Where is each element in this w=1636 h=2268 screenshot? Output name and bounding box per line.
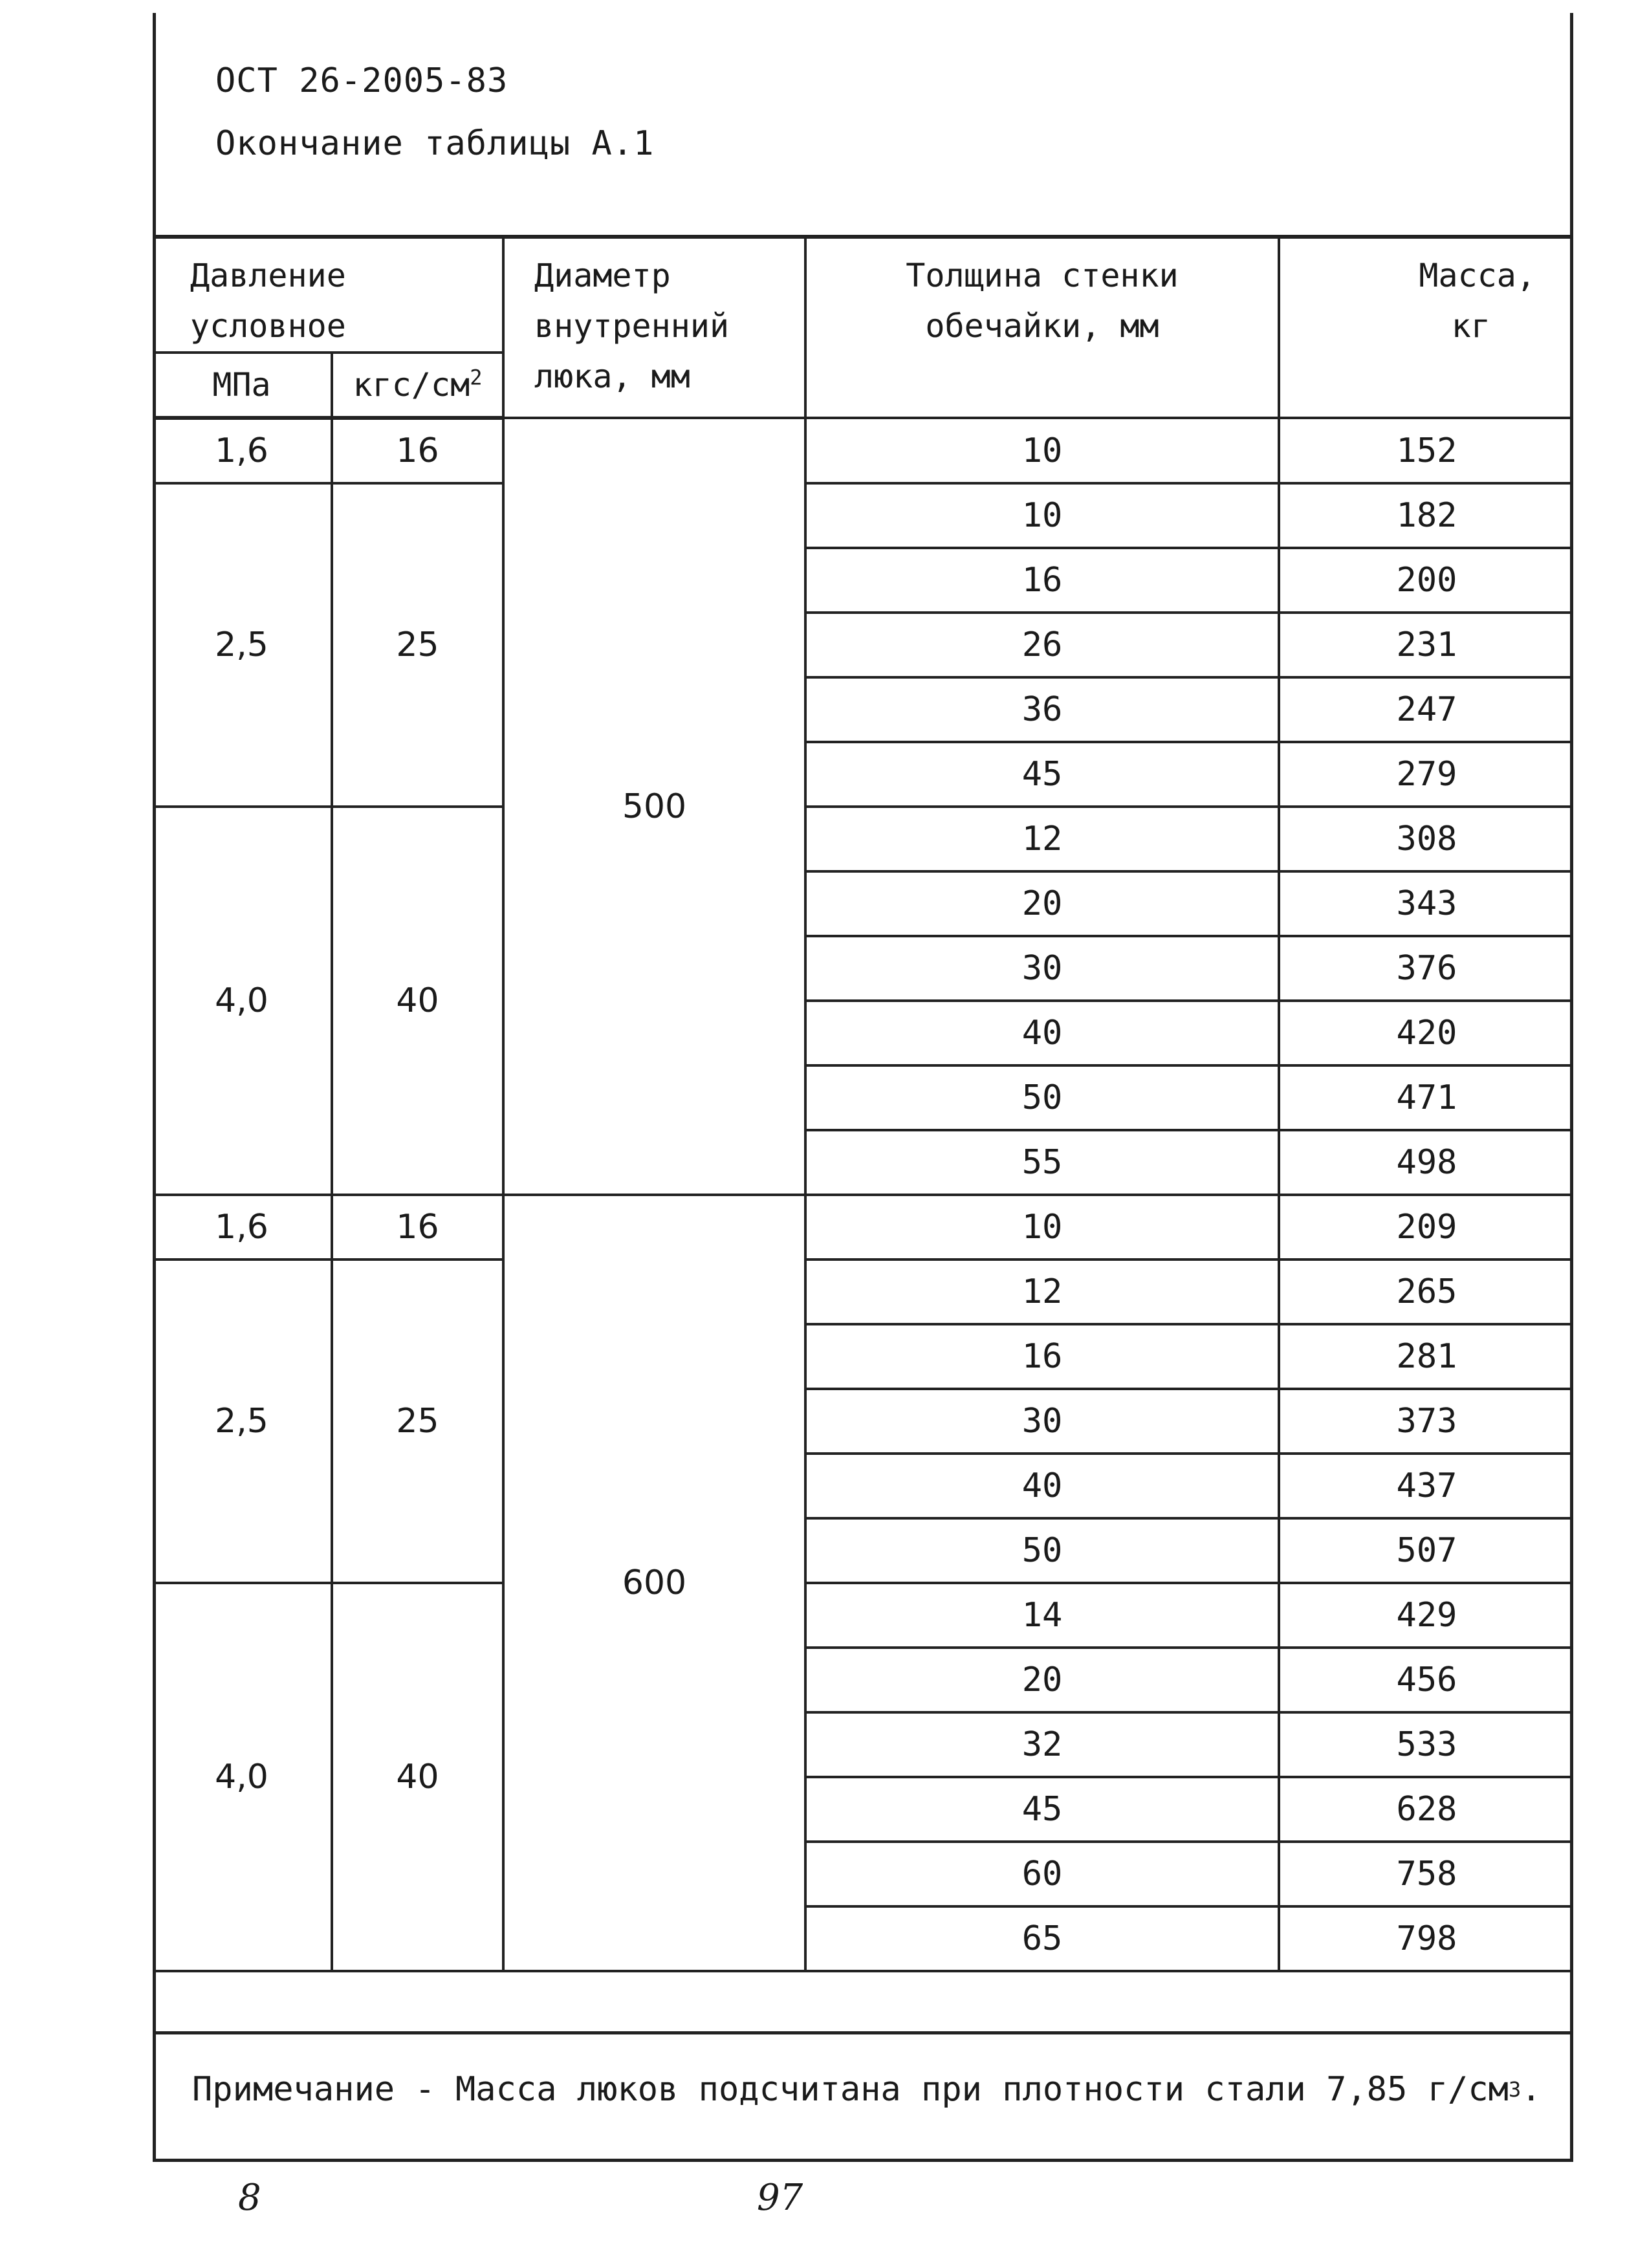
header-diameter-line-3: люка, мм xyxy=(534,358,690,395)
header-pressure xyxy=(153,237,503,353)
pressure-mpa-cell: 1,6 xyxy=(153,418,332,483)
mass-cell: 376 xyxy=(1279,936,1573,1001)
mass-cell: 182 xyxy=(1279,483,1573,548)
unit-kgf-text: кгс/см xyxy=(353,366,470,404)
mass-cell: 308 xyxy=(1279,807,1573,871)
thickness-cell: 30 xyxy=(805,1389,1279,1454)
thickness-cell: 50 xyxy=(805,1518,1279,1583)
table-row xyxy=(153,1195,1573,1259)
mass-cell: 152 xyxy=(1279,418,1573,483)
header-diameter xyxy=(503,237,805,418)
pressure-kgf-cell: 40 xyxy=(332,807,503,1195)
header-thickness-line-2: обечайки, мм xyxy=(925,307,1159,345)
table-row xyxy=(153,418,1573,483)
header-thickness-line-1: Толщина стенки xyxy=(906,257,1179,294)
mass-cell: 420 xyxy=(1279,1001,1573,1065)
header-pressure-line-1: Давление xyxy=(190,257,346,294)
mass-cell: 533 xyxy=(1279,1712,1573,1777)
thickness-cell: 16 xyxy=(805,548,1279,613)
header-mass-line-2: кг xyxy=(1451,307,1491,345)
thickness-cell: 10 xyxy=(805,483,1279,548)
footer-left-mark: 8 xyxy=(238,2177,261,2219)
note-text: Примечание - Масса люков подсчитана при плотности стали 7,85 г/см xyxy=(192,2070,1509,2109)
thickness-cell: 20 xyxy=(805,1648,1279,1712)
unit-mpa: МПа xyxy=(153,353,332,418)
pressure-kgf-cell: 25 xyxy=(332,483,503,807)
thickness-cell: 45 xyxy=(805,1777,1279,1842)
mass-cell: 265 xyxy=(1279,1259,1573,1324)
diameter-cell: 500 xyxy=(503,418,805,1195)
thickness-cell: 20 xyxy=(805,871,1279,936)
pressure-mpa-cell: 2,5 xyxy=(153,1259,332,1583)
thickness-cell: 65 xyxy=(805,1906,1279,1971)
mass-cell: 498 xyxy=(1279,1130,1573,1195)
header-thickness xyxy=(805,237,1279,418)
mass-cell: 798 xyxy=(1279,1906,1573,1971)
header-diameter-line-1: Диаметр xyxy=(534,257,671,294)
thickness-cell: 50 xyxy=(805,1065,1279,1130)
thickness-cell: 14 xyxy=(805,1583,1279,1648)
mass-cell: 209 xyxy=(1279,1195,1573,1259)
pressure-mpa-cell: 4,0 xyxy=(153,807,332,1195)
thickness-cell: 12 xyxy=(805,1259,1279,1324)
thickness-cell: 30 xyxy=(805,936,1279,1001)
mass-cell: 247 xyxy=(1279,677,1573,742)
thickness-cell: 32 xyxy=(805,1712,1279,1777)
unit-kgf-cm2 xyxy=(332,353,503,418)
mass-cell: 279 xyxy=(1279,742,1573,807)
table-title: Окончание таблицы А.1 xyxy=(215,124,655,163)
pressure-mpa-cell: 2,5 xyxy=(153,483,332,807)
table-note: Примечание - Масса люков подсчитана при плотности стали 7,85 г/см 3 . xyxy=(192,2070,1542,2109)
document-code: ОСТ 26-2005-83 xyxy=(215,61,508,100)
pressure-kgf-cell: 40 xyxy=(332,1583,503,1971)
table-header-row xyxy=(153,237,1573,353)
mass-cell: 200 xyxy=(1279,548,1573,613)
header-mass xyxy=(1279,237,1573,418)
mass-cell: 343 xyxy=(1279,871,1573,936)
note-divider xyxy=(156,2031,1570,2034)
pressure-kgf-cell: 16 xyxy=(332,1195,503,1259)
mass-cell: 437 xyxy=(1279,1454,1573,1518)
thickness-cell: 60 xyxy=(805,1842,1279,1906)
table-row xyxy=(153,483,1573,548)
pressure-mpa-cell: 4,0 xyxy=(153,1583,332,1971)
thickness-cell: 55 xyxy=(805,1130,1279,1195)
header-diameter-line-2: внутренний xyxy=(534,307,730,345)
mass-cell: 231 xyxy=(1279,613,1573,677)
thickness-cell: 12 xyxy=(805,807,1279,871)
mass-cell: 628 xyxy=(1279,1777,1573,1842)
pressure-mpa-cell: 1,6 xyxy=(153,1195,332,1259)
thickness-cell: 40 xyxy=(805,1001,1279,1065)
mass-cell: 471 xyxy=(1279,1065,1573,1130)
mass-cell: 281 xyxy=(1279,1324,1573,1389)
mass-cell: 429 xyxy=(1279,1583,1573,1648)
header-mass-line-1: Масса, xyxy=(1419,257,1536,294)
thickness-cell: 10 xyxy=(805,418,1279,483)
note-period: . xyxy=(1521,2070,1542,2109)
mass-cell: 758 xyxy=(1279,1842,1573,1906)
thickness-cell: 36 xyxy=(805,677,1279,742)
thickness-cell: 45 xyxy=(805,742,1279,807)
pressure-kgf-cell: 16 xyxy=(332,418,503,483)
mass-table xyxy=(153,235,1573,1972)
pressure-kgf-cell: 25 xyxy=(332,1259,503,1583)
mass-cell: 373 xyxy=(1279,1389,1573,1454)
header-pressure-line-2: условное xyxy=(190,307,346,345)
table-row xyxy=(153,1583,1573,1648)
thickness-cell: 40 xyxy=(805,1454,1279,1518)
table-row xyxy=(153,807,1573,871)
mass-cell: 507 xyxy=(1279,1518,1573,1583)
table-row xyxy=(153,1259,1573,1324)
footer-page-mark: 97 xyxy=(757,2177,803,2219)
mass-cell: 456 xyxy=(1279,1648,1573,1712)
thickness-cell: 26 xyxy=(805,613,1279,677)
thickness-cell: 16 xyxy=(805,1324,1279,1389)
unit-kgf-superscript: 2 xyxy=(470,365,483,390)
thickness-cell: 10 xyxy=(805,1195,1279,1259)
diameter-cell: 600 xyxy=(503,1195,805,1971)
